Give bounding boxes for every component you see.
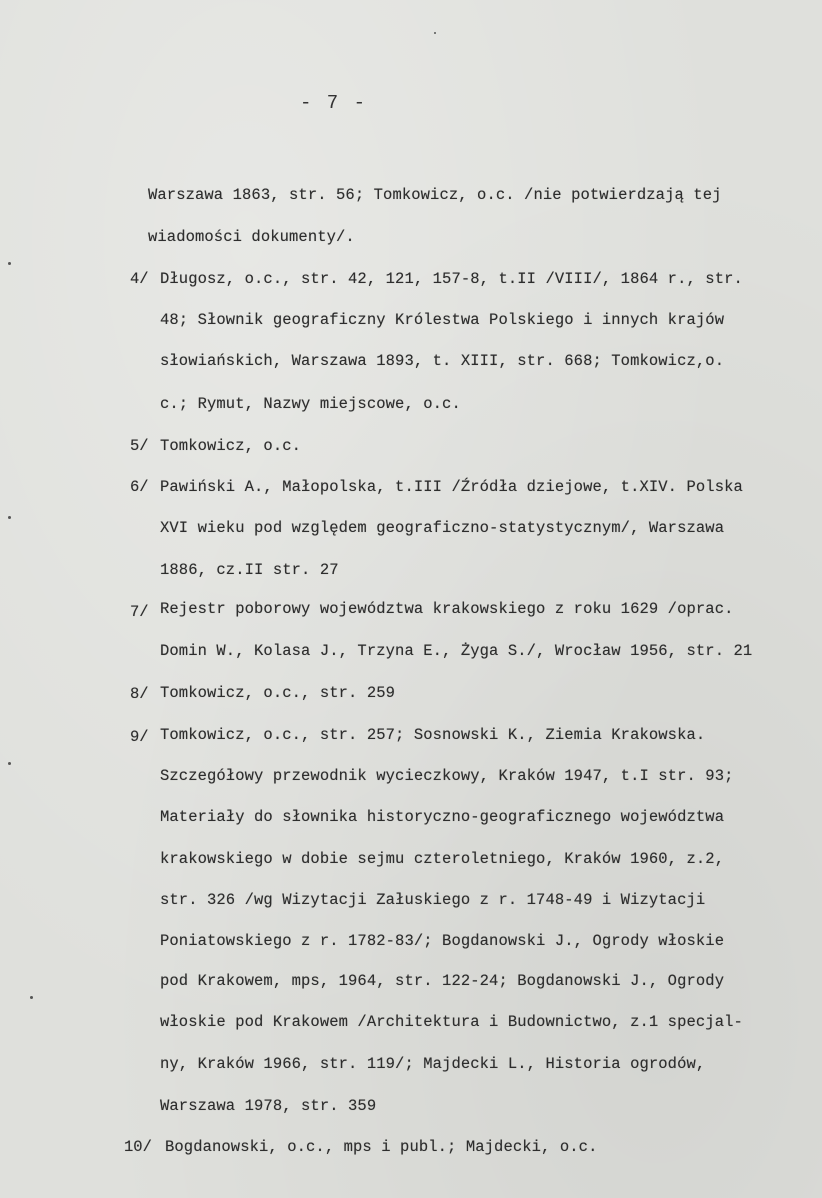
text-line: wiadomości dokumenty/.	[148, 228, 355, 246]
text-line: Tomkowicz, o.c.	[160, 437, 302, 455]
note-number: 5/	[130, 437, 149, 455]
note-number: 4/	[130, 270, 149, 288]
text-line: Warszawa 1863, str. 56; Tomkowicz, o.c. /nie potwierdzają tej	[148, 186, 722, 204]
text-line: Tomkowicz, o.c., str. 259	[160, 684, 396, 702]
note-number: 8/	[130, 685, 149, 703]
text-line: 1886, cz.II str. 27	[160, 561, 339, 579]
text-line: Poniatowskiego z r. 1782-83/; Bogdanowski J., Ogrody włoskie	[160, 932, 725, 950]
paper-speck	[30, 996, 33, 999]
text-line: Długosz, o.c., str. 42, 121, 157-8, t.II /VIII/, 1864 r., str.	[160, 270, 743, 288]
text-line: c.; Rymut, Nazwy miejscowe, o.c.	[160, 395, 461, 413]
paper-speck	[8, 762, 11, 765]
text-line: Bogdanowski, o.c., mps i publ.; Majdecki, o.c.	[165, 1138, 598, 1156]
paper-speck	[434, 32, 436, 34]
text-line: Pawiński A., Małopolska, t.III /Źródła dziejowe, t.XIV. Polska	[160, 478, 743, 496]
note-number: 10/	[124, 1138, 152, 1156]
text-line: pod Krakowem, mps, 1964, str. 122-24; Bogdanowski J., Ogrody	[160, 972, 725, 990]
note-number: 7/	[130, 603, 149, 621]
paper-speck	[8, 516, 11, 519]
note-number: 6/	[130, 478, 149, 496]
text-line: Domin W., Kolasa J., Trzyna E., Żyga S./, Wrocław 1956, str. 21	[160, 642, 753, 660]
text-line: ny, Kraków 1966, str. 119/; Majdecki L., Historia ogrodów,	[160, 1055, 706, 1073]
text-line: Warszawa 1978, str. 359	[160, 1097, 377, 1115]
text-line: krakowskiego w dobie sejmu czteroletniego, Kraków 1960, z.2,	[160, 850, 725, 868]
paper-speck	[8, 262, 11, 265]
text-line: XVI wieku pod względem geograficzno-statystycznym/, Warszawa	[160, 519, 725, 537]
text-line: Rejestr poborowy województwa krakowskiego z roku 1629 /oprac.	[160, 600, 734, 618]
text-line: słowiańskich, Warszawa 1893, t. XIII, str. 668; Tomkowicz,o.	[160, 352, 725, 370]
note-number: 9/	[130, 728, 149, 746]
text-line: włoskie pod Krakowem /Architektura i Budownictwo, z.1 specjal-	[160, 1013, 743, 1031]
page-number: - 7 -	[300, 92, 368, 114]
text-line: Tomkowicz, o.c., str. 257; Sosnowski K., Ziemia Krakowska.	[160, 726, 706, 744]
text-line: str. 326 /wg Wizytacji Załuskiego z r. 1748-49 i Wizytacji	[160, 891, 706, 909]
text-line: 48; Słownik geograficzny Królestwa Polskiego i innych krajów	[160, 311, 725, 329]
text-line: Materiały do słownika historyczno-geograficznego województwa	[160, 808, 725, 826]
text-line: Szczegółowy przewodnik wycieczkowy, Kraków 1947, t.I str. 93;	[160, 767, 734, 785]
